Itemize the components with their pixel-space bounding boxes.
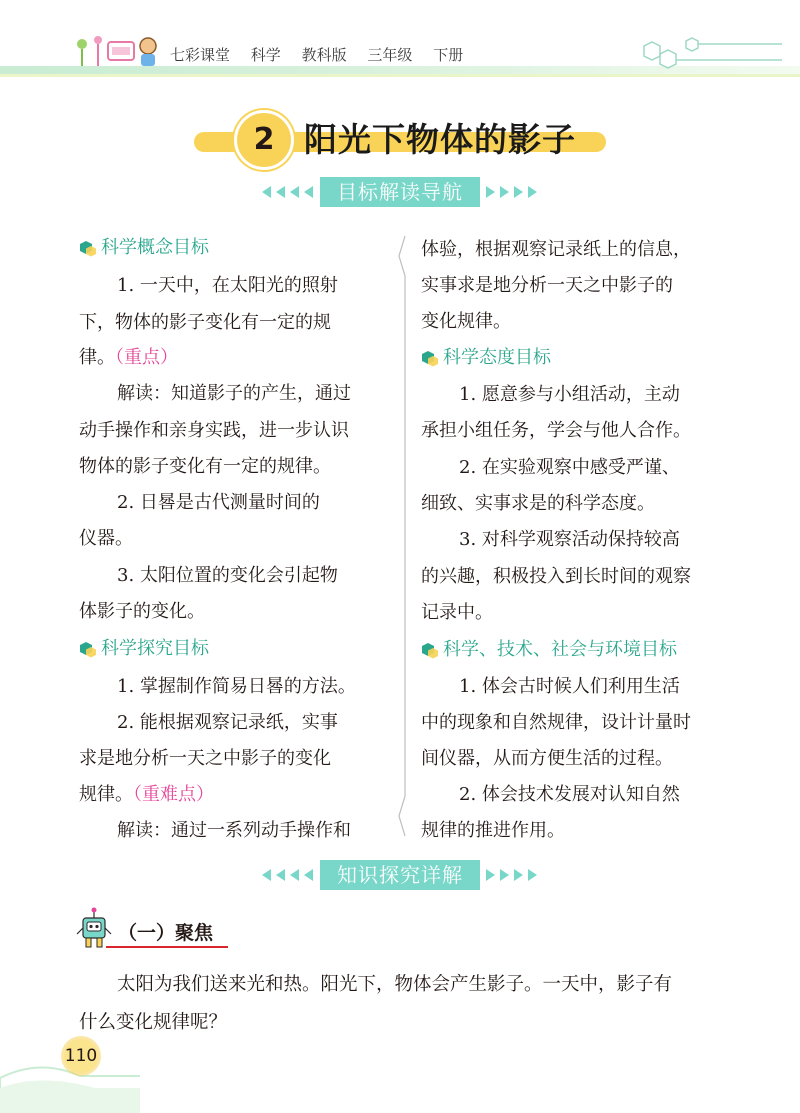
heading-text: 科学概念目标 (101, 237, 209, 258)
focus-paragraph-line: 太阳为我们送来光和热。阳光下，物体会产生影子。一天中，影子有 (117, 974, 673, 995)
heading-text: 科学态度目标 (443, 347, 551, 368)
text-line (79, 777, 214, 813)
text-line (79, 340, 178, 376)
text-line: 2. 在实验观察中感受严谨、 (459, 457, 680, 478)
hexagon-bullet-icon (421, 642, 439, 660)
arrow-left-icon (262, 869, 271, 881)
arrow-right-icon (528, 869, 537, 881)
text-line: 1. 一天中，在太阳光的照射 (117, 275, 338, 296)
arrow-right-icon (500, 869, 509, 881)
text-line: 体验，根据观察记录纸上的信息， (421, 239, 691, 260)
text-line: 3. 对科学观察活动保持较高 (459, 529, 680, 550)
arrow-left-icon (276, 869, 285, 881)
text-line: 承担小组任务，学会与他人合作。 (421, 420, 691, 441)
text-fragment: 规律。 (79, 784, 133, 805)
arrow-left-icon (262, 186, 271, 198)
arrow-left-icon (290, 186, 299, 198)
key-difficult-point-tag: （重难点） (133, 784, 214, 805)
text-line: 规律的推进作用。 (421, 820, 565, 841)
text-line: 下，物体的影子变化有一定的规 (79, 312, 331, 333)
lesson-title: 阳光下物体的影子 (304, 120, 576, 159)
banner-goals (262, 177, 538, 207)
text-line: 求是地分析一天之中影子的变化 (79, 748, 331, 769)
lesson-number: 2 (234, 110, 294, 170)
arrow-left-icon (304, 869, 313, 881)
banner-knowledge (262, 860, 538, 890)
heading-text: 科学、技术、社会与环境目标 (443, 639, 677, 660)
column-divider (397, 236, 407, 836)
text-line: 实事求是地分析一天之中影子的 (421, 275, 673, 296)
text-line: 2. 日晷是古代测量时间的 (117, 492, 320, 513)
page-number: 110 (64, 1046, 98, 1066)
heading-concept-goals (79, 232, 209, 264)
key-point-tag: （重点） (115, 347, 178, 368)
text-line: 1. 愿意参与小组活动，主动 (459, 384, 680, 405)
heading-inquiry-goals (79, 633, 209, 665)
focus-paragraph-line: 什么变化规律呢？ (79, 1012, 228, 1033)
text-line: 3. 太阳位置的变化会引起物 (117, 565, 338, 586)
arrow-right-icon (500, 186, 509, 198)
heading-stse-goals (421, 634, 677, 666)
header-publisher: 教科版 (301, 46, 347, 64)
text-line: 1. 掌握制作简易日晷的方法。 (117, 676, 356, 697)
arrow-right-icon (486, 869, 495, 881)
banner-goals-label: 目标解读导航 (320, 177, 480, 207)
heading-attitude-goals (421, 342, 551, 374)
header-subject: 科学 (250, 46, 281, 64)
heading-text: 科学探究目标 (101, 638, 209, 659)
hexagon-bullet-icon (79, 641, 97, 659)
hexagon-bullet-icon (421, 350, 439, 368)
header-band-accent (0, 74, 800, 77)
text-line: 仪器。 (79, 528, 133, 549)
text-line: 的兴趣，积极投入到长时间的观察 (421, 566, 691, 587)
focus-underline (106, 946, 228, 948)
arrow-right-icon (528, 186, 537, 198)
text-line: 细致、实事求是的科学态度。 (421, 493, 655, 514)
hexagon-bullet-icon (79, 240, 97, 258)
text-line: 体影子的变化。 (79, 601, 205, 622)
text-line: 解读：通过一系列动手操作和 (117, 820, 351, 841)
text-line: 中的现象和自然规律，设计计量时 (421, 712, 691, 733)
hexagon-decoration-icon (632, 34, 792, 74)
arrow-right-icon (514, 869, 523, 881)
focus-section-title: （一）聚焦 (118, 922, 214, 944)
text-line: 解读：知道影子的产生，通过 (117, 383, 351, 404)
header-series: 七彩课堂 (170, 46, 231, 64)
banner-knowledge-label: 知识探究详解 (320, 860, 480, 890)
arrow-left-icon (276, 186, 285, 198)
text-line: 2. 体会技术发展对认知自然 (459, 784, 680, 805)
text-line: 2. 能根据观察记录纸，实事 (117, 712, 338, 733)
text-line: 记录中。 (421, 602, 493, 623)
header-volume: 下册 (433, 46, 464, 64)
text-line: 间仪器，从而方便生活的过程。 (421, 748, 673, 769)
series-logo-icon (70, 28, 166, 72)
arrow-right-icon (486, 186, 495, 198)
text-line: 动手操作和亲身实践，进一步认识 (79, 420, 349, 441)
arrow-right-icon (514, 186, 523, 198)
header-grade: 三年级 (367, 46, 413, 64)
header-text (170, 44, 479, 65)
arrow-left-icon (304, 186, 313, 198)
text-line: 变化规律。 (421, 311, 511, 332)
text-line: 物体的影子变化有一定的规律。 (79, 456, 331, 477)
arrow-left-icon (290, 869, 299, 881)
text-fragment: 律。 (79, 347, 115, 368)
text-line: 1. 体会古时候人们利用生活 (459, 676, 680, 697)
